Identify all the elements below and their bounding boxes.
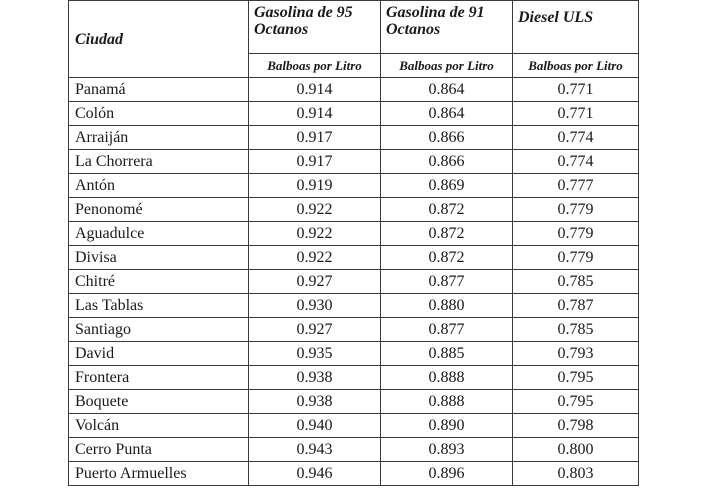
gas95-price-cell: 0.940 [249, 414, 381, 438]
diesel-price-cell: 0.779 [513, 198, 639, 222]
gas91-price-cell: 0.877 [381, 270, 513, 294]
header-ciudad: Ciudad [69, 1, 249, 78]
gas91-price-cell: 0.866 [381, 150, 513, 174]
city-cell: Boquete [69, 390, 249, 414]
city-cell: Puerto Armuelles [69, 462, 249, 486]
gas91-price-cell: 0.872 [381, 222, 513, 246]
diesel-price-cell: 0.774 [513, 150, 639, 174]
diesel-price-cell: 0.795 [513, 390, 639, 414]
diesel-price-cell: 0.793 [513, 342, 639, 366]
gas95-price-cell: 0.922 [249, 246, 381, 270]
header-diesel: Diesel ULS [513, 1, 639, 54]
gas95-price-cell: 0.927 [249, 318, 381, 342]
diesel-price-cell: 0.777 [513, 174, 639, 198]
gas95-price-cell: 0.917 [249, 126, 381, 150]
table-row [69, 366, 639, 390]
city-cell: Santiago [69, 318, 249, 342]
city-cell: Antón [69, 174, 249, 198]
table-row [69, 198, 639, 222]
gas95-price-cell: 0.917 [249, 150, 381, 174]
header-row [69, 1, 639, 54]
header-gas95: Gasolina de 95 Octanos [249, 1, 381, 54]
gas91-price-cell: 0.864 [381, 102, 513, 126]
city-cell: Las Tablas [69, 294, 249, 318]
table-row [69, 414, 639, 438]
city-cell: Cerro Punta [69, 438, 249, 462]
city-cell: David [69, 342, 249, 366]
table-row [69, 294, 639, 318]
table-row [69, 174, 639, 198]
diesel-price-cell: 0.771 [513, 102, 639, 126]
city-cell: Aguadulce [69, 222, 249, 246]
diesel-price-cell: 0.798 [513, 414, 639, 438]
gas91-price-cell: 0.888 [381, 390, 513, 414]
unit-gas91: Balboas por Litro [381, 54, 513, 78]
gas95-price-cell: 0.943 [249, 438, 381, 462]
table-row [69, 342, 639, 366]
diesel-price-cell: 0.795 [513, 366, 639, 390]
gas91-price-cell: 0.872 [381, 198, 513, 222]
table-row [69, 390, 639, 414]
gas95-price-cell: 0.938 [249, 390, 381, 414]
table-row [69, 438, 639, 462]
gas91-price-cell: 0.885 [381, 342, 513, 366]
gas91-price-cell: 0.869 [381, 174, 513, 198]
gas91-price-cell: 0.890 [381, 414, 513, 438]
table-row [69, 126, 639, 150]
diesel-price-cell: 0.774 [513, 126, 639, 150]
gas91-price-cell: 0.864 [381, 78, 513, 102]
city-cell: Penonomé [69, 198, 249, 222]
table-row [69, 462, 639, 486]
city-cell: Panamá [69, 78, 249, 102]
table-row [69, 246, 639, 270]
city-cell: Divisa [69, 246, 249, 270]
gas91-price-cell: 0.893 [381, 438, 513, 462]
gas95-price-cell: 0.914 [249, 78, 381, 102]
gas95-price-cell: 0.919 [249, 174, 381, 198]
fuel-price-table [68, 0, 639, 486]
diesel-price-cell: 0.800 [513, 438, 639, 462]
city-cell: Volcán [69, 414, 249, 438]
diesel-price-cell: 0.779 [513, 222, 639, 246]
city-cell: Chitré [69, 270, 249, 294]
diesel-price-cell: 0.803 [513, 462, 639, 486]
table-row [69, 270, 639, 294]
diesel-price-cell: 0.785 [513, 270, 639, 294]
table-row [69, 102, 639, 126]
gas91-price-cell: 0.877 [381, 318, 513, 342]
table-row [69, 318, 639, 342]
gas91-price-cell: 0.880 [381, 294, 513, 318]
city-cell: La Chorrera [69, 150, 249, 174]
gas95-price-cell: 0.930 [249, 294, 381, 318]
gas91-price-cell: 0.866 [381, 126, 513, 150]
gas91-price-cell: 0.872 [381, 246, 513, 270]
header-gas91: Gasolina de 91 Octanos [381, 1, 513, 54]
unit-gas95: Balboas por Litro [249, 54, 381, 78]
gas95-price-cell: 0.938 [249, 366, 381, 390]
city-cell: Colón [69, 102, 249, 126]
diesel-price-cell: 0.779 [513, 246, 639, 270]
diesel-price-cell: 0.771 [513, 78, 639, 102]
gas95-price-cell: 0.922 [249, 222, 381, 246]
diesel-price-cell: 0.787 [513, 294, 639, 318]
table-row [69, 150, 639, 174]
table-row [69, 222, 639, 246]
city-cell: Arraiján [69, 126, 249, 150]
gas91-price-cell: 0.888 [381, 366, 513, 390]
gas95-price-cell: 0.946 [249, 462, 381, 486]
gas95-price-cell: 0.914 [249, 102, 381, 126]
city-cell: Frontera [69, 366, 249, 390]
gas95-price-cell: 0.922 [249, 198, 381, 222]
gas95-price-cell: 0.927 [249, 270, 381, 294]
gas91-price-cell: 0.896 [381, 462, 513, 486]
gas95-price-cell: 0.935 [249, 342, 381, 366]
diesel-price-cell: 0.785 [513, 318, 639, 342]
table-row [69, 78, 639, 102]
unit-diesel: Balboas por Litro [513, 54, 639, 78]
table-body [69, 78, 639, 486]
